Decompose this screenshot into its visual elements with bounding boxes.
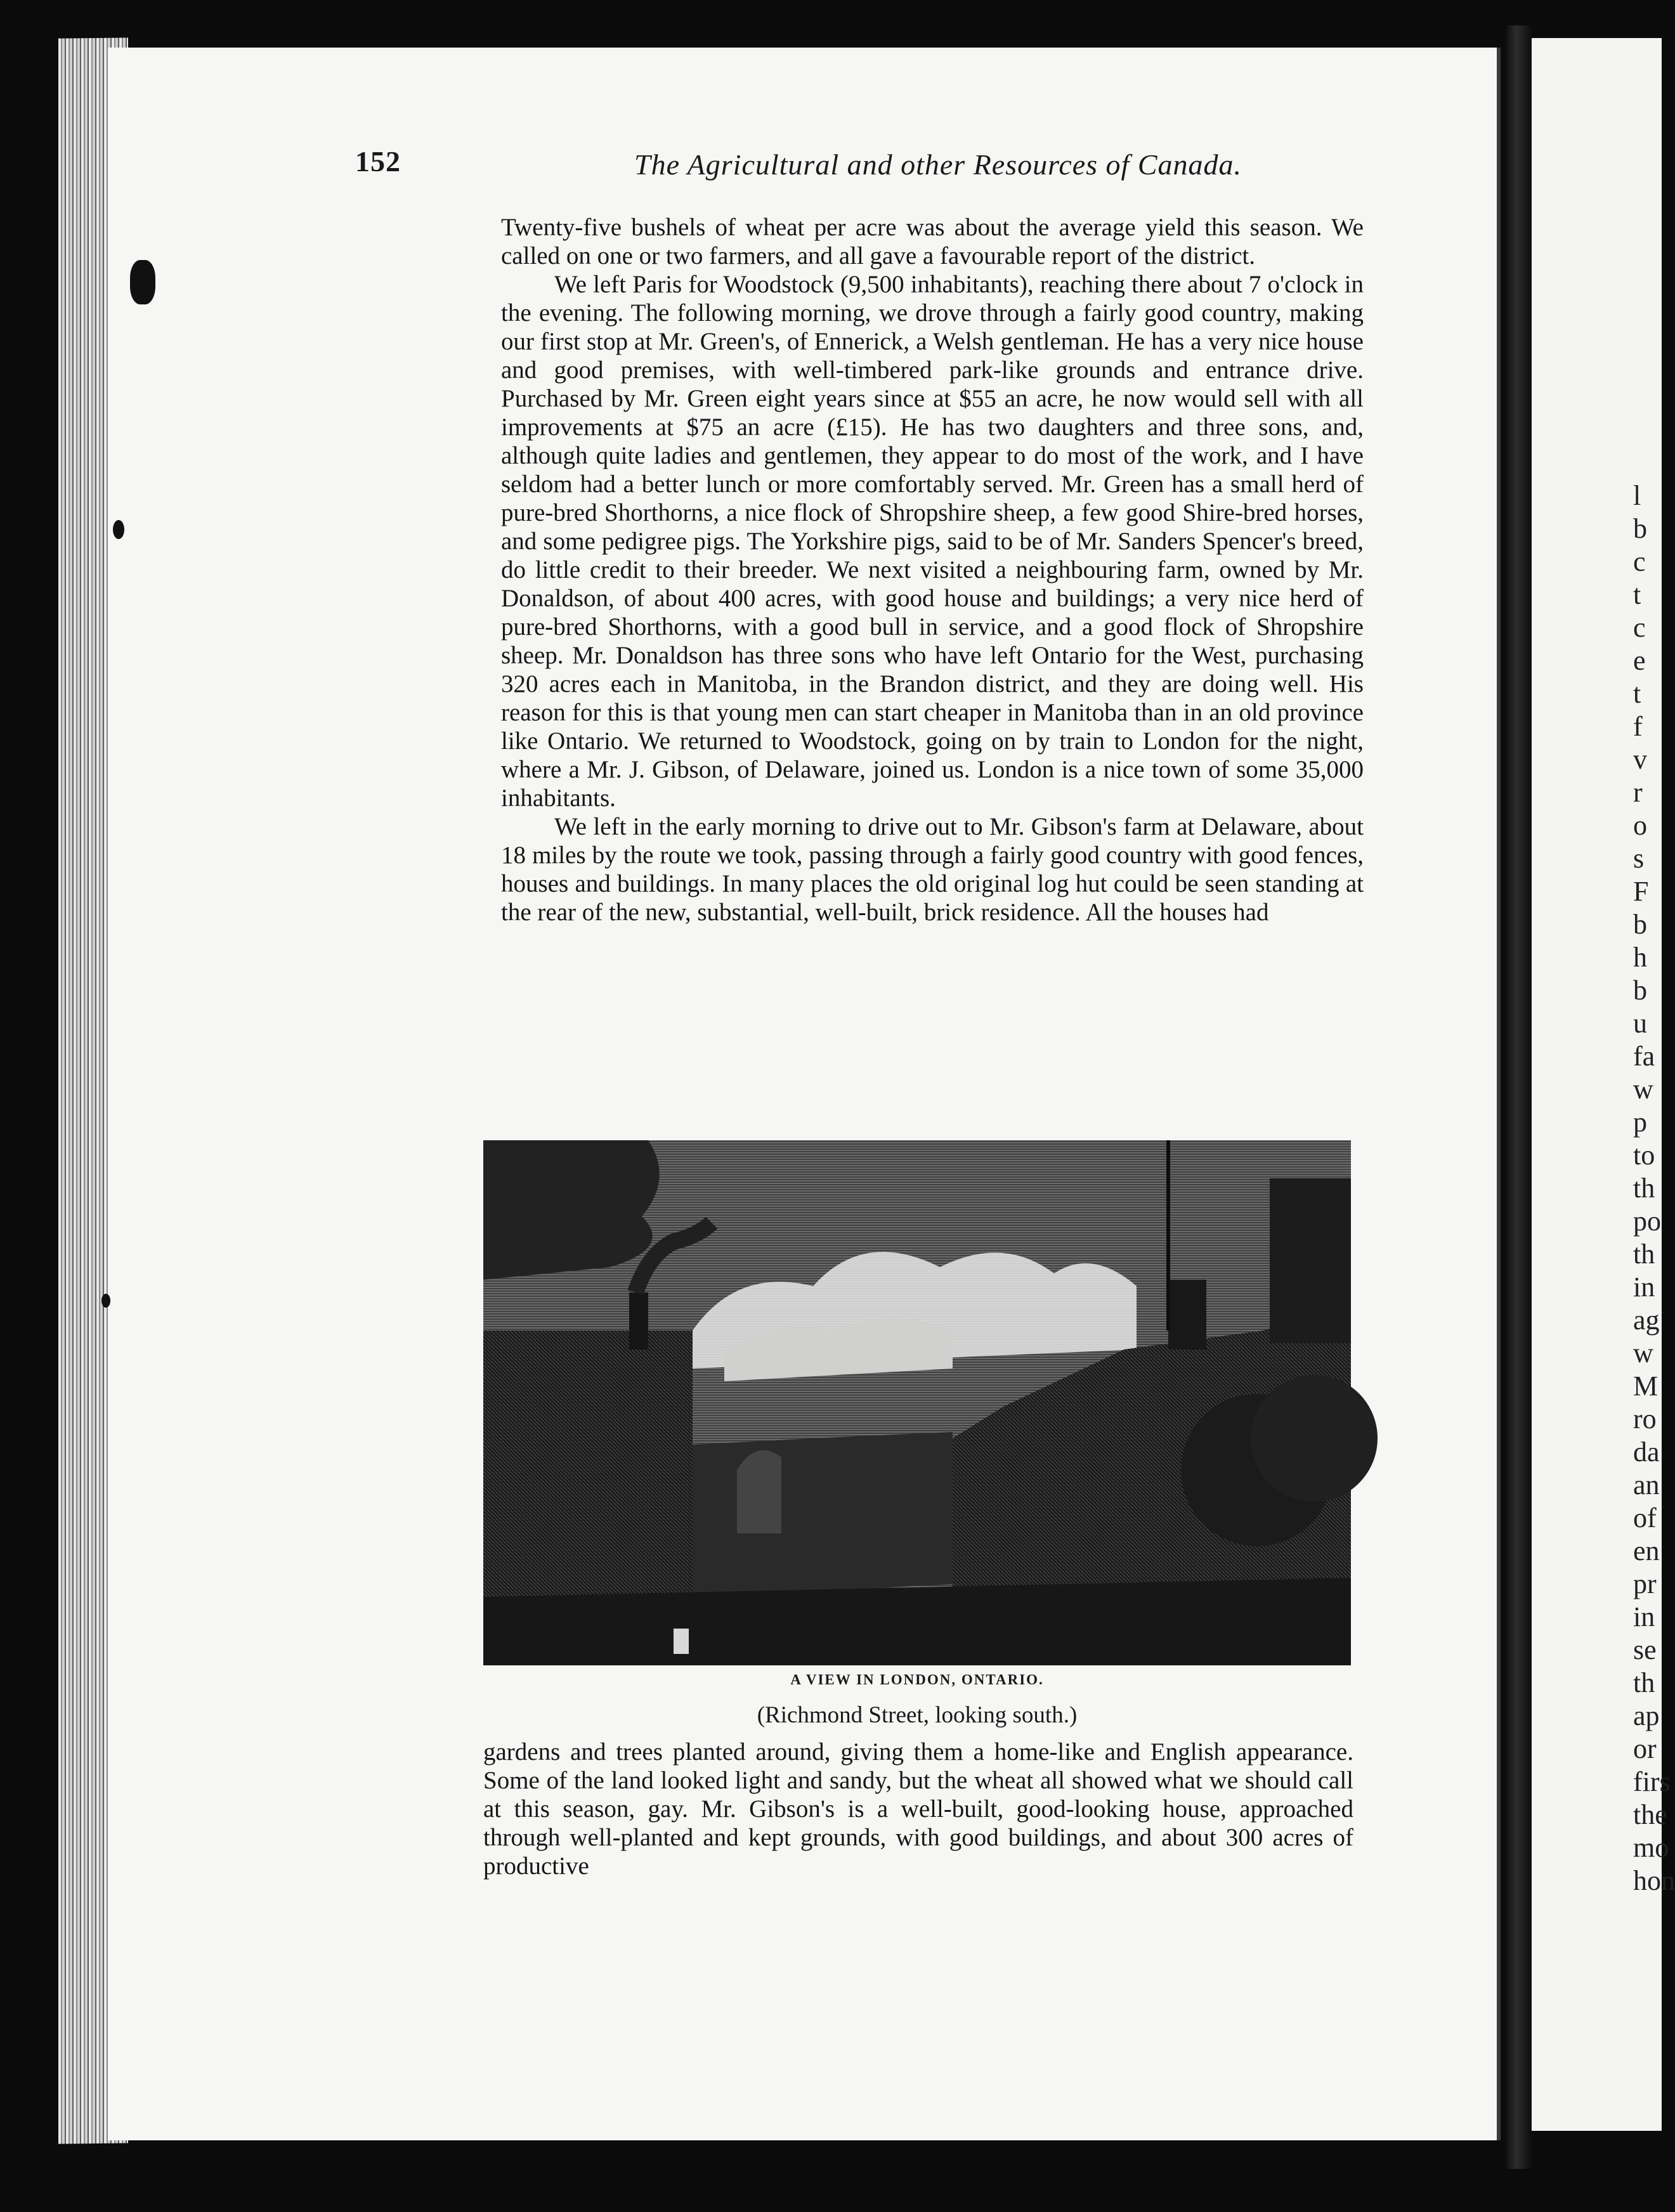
right-page-fragment: hon xyxy=(1633,1865,1675,1896)
running-title: The Agricultural and other Resources of Canada. xyxy=(634,148,1242,181)
right-page-fragment: ro xyxy=(1633,1403,1657,1435)
right-page-fragment: or xyxy=(1633,1733,1657,1764)
right-page-fragment: firs xyxy=(1633,1766,1671,1797)
right-page-fragment: e xyxy=(1633,645,1646,676)
right-page-fragment: en xyxy=(1633,1535,1660,1566)
right-page-fragment: w xyxy=(1633,1337,1653,1369)
right-page-fragment: w xyxy=(1633,1074,1653,1105)
right-page-fragment: in xyxy=(1633,1601,1655,1632)
right-page-fragment: the xyxy=(1633,1799,1667,1830)
right-page-fragment: da xyxy=(1633,1436,1660,1467)
page-number: 152 xyxy=(355,145,401,178)
right-page-fragment: th xyxy=(1633,1173,1655,1204)
right-page-fragment: h xyxy=(1633,942,1647,973)
right-page-fragment: po xyxy=(1633,1206,1661,1237)
main-text xyxy=(501,213,1364,927)
paragraph: gardens and trees planted around, giving them a home-like and English appearance. Some of the land looked light and sandy, but the wheat all showed what we should call at this season, gay. Mr. Gibson's is a well-built, good-looking house, approached through well-planted and kept grounds, with good buildings, and about 300 acres of productive xyxy=(483,1738,1353,1880)
ink-blot xyxy=(130,260,155,304)
right-page-fragment: ap xyxy=(1633,1700,1660,1731)
right-page-fragment: t xyxy=(1633,579,1641,610)
right-page-fragment: u xyxy=(1633,1008,1647,1039)
right-page-fragment: p xyxy=(1633,1107,1647,1138)
paragraph: Twenty-five bushels of wheat per acre was about the average yield this season. We called on one or two farmers, and all gave a favourable report of the district. xyxy=(501,214,1364,270)
ink-speck xyxy=(113,520,124,539)
right-page-fragment: r xyxy=(1633,777,1643,808)
paragraph: We left Paris for Woodstock (9,500 inhabitants), reaching there about 7 o'clock in the evening. The following morning, we drove through a fairly good country, making our first stop at Mr. Green's, of Ennerick, a Welsh gentleman. He has a very nice house and good premises, with well-timbered park-like grounds and entrance drive. Purchased by Mr. Green eight years since at $55 an acre, he now would sell with all improvements at $75 an acre (£15). He has two daughters and three sons, and, although quite ladies and gentlemen, they appear to do most of the work, and I have seldom had a better lunch or more comfortably served. Mr. Green has a small herd of pure-bred Shorthorns, a nice flock of Shropshire sheep, a few good Shire-bred horses, and some pedigree pigs. The Yorkshire pigs, said to be of Mr. Sanders Spencer's breed, do little credit to their breeder. We next visited a neighbouring farm, owned by Mr. Donaldson, of about 400 acres, with good house and buildings; a very nice herd of pure-bred Shorthorns, with a good bull in service, and a good flock of Shropshire sheep. Mr. Donaldson has three sons who have left Ontario for the West, purchasing 320 acres each in Manitoba, in the Brandon district, and they are doing well. His reason for this is that young men can start cheaper in Manitoba than in an old province like Ontario. We returned to Woodstock, going on by train to London for the night, where a Mr. J. Gibson, of Delaware, joined us. London is a nice town of some 35,000 inhabitants. xyxy=(501,271,1364,812)
right-page-fragment: mo xyxy=(1633,1832,1669,1863)
right-page-fragment: c xyxy=(1633,612,1646,643)
right-page-fragment: se xyxy=(1633,1634,1657,1665)
right-page-fragment: M xyxy=(1633,1370,1659,1402)
right-page-fragment: pr xyxy=(1633,1568,1657,1599)
right-page-fragment: b xyxy=(1633,513,1647,544)
right-page-fragment: of xyxy=(1633,1502,1657,1533)
right-page-fragment: s xyxy=(1633,843,1645,874)
right-page-fragment: b xyxy=(1633,909,1647,940)
right-page-fragment: t xyxy=(1633,678,1641,709)
paragraph: We left in the early morning to drive out to Mr. Gibson's farm at Delaware, about 18 miles by the route we took, passing through a fairly good country with good fences, houses and buildings. In many places the old original log hut could be seen standing at the rear of the new, substantial, well-built, brick residence. All the houses had xyxy=(501,813,1364,926)
right-page-fragment: an xyxy=(1633,1469,1660,1500)
book-gutter xyxy=(1506,25,1532,2169)
right-page-fragment: l xyxy=(1633,480,1641,511)
right-page-fragment: th xyxy=(1633,1667,1655,1698)
right-page-fragment: in xyxy=(1633,1272,1655,1303)
right-page-fragment: fa xyxy=(1633,1041,1655,1072)
right-page-fragment: b xyxy=(1633,975,1647,1006)
right-page-fragment: to xyxy=(1633,1140,1655,1171)
right-page-fragment: o xyxy=(1633,810,1647,841)
figure-subcaption: (Richmond Street, looking south.) xyxy=(757,1702,1078,1728)
right-page-fragment: th xyxy=(1633,1239,1655,1270)
right-page-fragment: f xyxy=(1633,711,1643,742)
engraving-illustration xyxy=(483,1140,1351,1665)
street-engraving xyxy=(483,1140,1351,1665)
ink-speck xyxy=(101,1294,110,1308)
right-page-fragment: c xyxy=(1633,546,1646,577)
right-page-fragment: F xyxy=(1633,876,1649,907)
figure-caption: A VIEW IN LONDON, ONTARIO. xyxy=(790,1672,1044,1688)
continuation-text xyxy=(483,1738,1353,1880)
right-page-fragment: ag xyxy=(1633,1304,1660,1336)
right-page-fragment: v xyxy=(1633,744,1647,775)
